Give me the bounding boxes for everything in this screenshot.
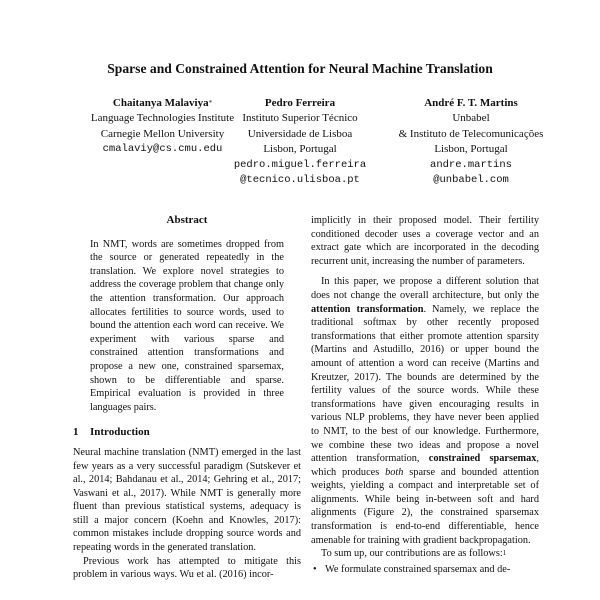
author-affiliation: & Instituto de Telecomunicações (398, 127, 544, 140)
text-run: sparse and bounded attention weights, yielding a compact and interpretable set of alignments. While being in-between soft and hard alignments (Figure 2), the constrained sparsemax transformation is end-to-end differentiable, hence amenable for training with gradient backpropagation. (311, 466, 540, 546)
abstract-text: In NMT, words are sometimes dropped from the source or generated repeatedly in the translation. We explore novel strategies to address the coverage problem that change only the attention transformation. Our approach allocates fertilities to source words, used to bound the attention each word can receive. We experiment with various sparse and constrained attention transformations and propose a new one, constrained sparsemax, shown to be differentiable and sparse. Empirical evaluation is provided in three languages pairs. (90, 238, 284, 413)
text-run: In this paper, we propose a different solution that does not change the overall architecture, but only the (311, 276, 539, 301)
text-run: , which produces (311, 453, 539, 478)
contribution-bullet (311, 563, 539, 577)
section-title: Introduction (90, 426, 150, 439)
author-affiliation: Unbabel (452, 112, 490, 125)
author-name: André F. T. Martins (424, 97, 518, 109)
text-run: . Namely, we replace the traditional softmax by other recently proposed transformations that either promote attention sparsity (Martins and Astudillo, 2016) or upper bound the amount of attention a word can receive (Martins and Kreutzer, 2017). The bounds are determined by the fertility values of the source words. While these transformations have given encouraging results in various NLP problems, they have never been applied to NMT, to the best of our knowledge. Furthermore, we combine these two ideas and propose a novel attention transformation, (311, 303, 539, 465)
author-affiliation: Language Technologies Institute (90, 112, 235, 125)
section-heading (73, 426, 301, 440)
paper-title: Sparse and Constrained Attention for Neural Machine Translation (107, 61, 493, 76)
body-paragraph (311, 275, 539, 547)
author-affiliation: Lisbon, Portugal (434, 143, 508, 156)
left-column (73, 214, 301, 582)
intro-paragraph: Neural machine translation (NMT) emerged in the last few years as a very successful paradigm (Sutskever et al., 2014; Bahdanau et al., 2014; Gehring et al., 2017; Vaswani et al., 2017). While NMT is generally more fluent than previous statistical systems, adequacy is still a major concern (Koehn and Knowles, 2017): common mistakes include dropping source words and repeating words in the generated translation. (73, 446, 301, 554)
author-email: @unbabel.com (433, 174, 509, 187)
author-email: cmalaviy@cs.cmu.edu (102, 143, 223, 156)
intro-paragraph: Previous work has attempted to mitigate this problem in various ways. Wu et al. (2016) incor- (73, 555, 301, 581)
author-email: pedro.miguel.ferreira (233, 158, 367, 171)
author-email: andre.martins (430, 158, 512, 171)
author-email: @tecnico.ulisboa.pt (240, 174, 360, 187)
emphasis-bold: constrained sparsemax (428, 453, 537, 465)
emphasis-bold: attention transformation (311, 303, 424, 315)
body-paragraph (311, 547, 539, 561)
bullet-dot: • (313, 563, 317, 575)
author-footnote-mark: * (208, 99, 213, 107)
footnote-mark: 1 (502, 549, 507, 558)
text-run: To sum up, our contributions are as follows: (321, 548, 503, 560)
author-name: Pedro Ferreira (264, 97, 336, 109)
author-affiliation: Universidade de Lisboa (247, 127, 353, 140)
emphasis-italic: both (385, 466, 404, 478)
author-affiliation: Carnegie Mellon University (100, 127, 225, 140)
author-affiliation: Instituto Superior Técnico (242, 112, 358, 125)
body-paragraph: implicitly in their proposed model. Their fertility conditioned decoder uses a coverage vector and an extract gate which are incorporated in the decoding recurrent unit, increasing the number of parameters. (311, 215, 539, 267)
author-affiliation: Lisbon, Portugal (263, 143, 337, 156)
bullet-text: We formulate constrained sparsemax and de- (325, 563, 511, 575)
section-number: 1 (73, 426, 79, 439)
author-name: Chaitanya Malaviya (112, 97, 209, 109)
right-column (311, 214, 539, 576)
abstract-heading: Abstract (166, 214, 208, 226)
author-block (356, 96, 586, 188)
